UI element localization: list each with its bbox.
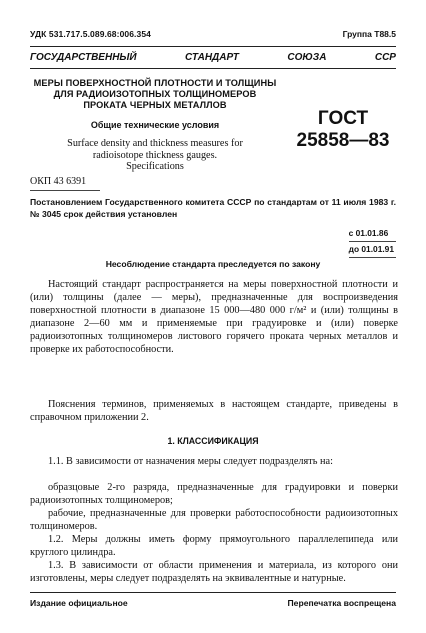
paragraph-1-3: 1.3. В зависимости от области применения и материала, из которого они изготовлены, меры следует подразделять на эквивалентные и натурные. <box>30 560 398 584</box>
group-code: Группа Т88.5 <box>342 29 396 39</box>
title-line: ДЛЯ РАДИОИЗОТОПНЫХ ТОЛЩИНОМЕРОВ <box>53 89 257 99</box>
noncompliance-notice: Несоблюдение стандарта преследуется по закону <box>105 259 321 269</box>
paragraph-terms: Пояснения терминов, применяемых в настоящем стандарте, приведены в справочном приложении 2. <box>30 399 398 423</box>
top-rule <box>30 46 396 47</box>
banner-word: ГОСУДАРСТВЕННЫЙ <box>30 52 137 63</box>
gost-number: 25858—83 <box>296 130 390 151</box>
okp-code: ОКП 43 6391 <box>30 176 87 187</box>
gost-designation <box>288 108 398 152</box>
footer-official-edition: Издание официальное <box>30 598 128 608</box>
english-title-line: Surface density and thickness measures for <box>67 138 243 149</box>
decree-text: Постановлением Государственного комитета СССР по стандартам от 11 июля 1983 г. № 3045 срок действия установлен <box>30 197 396 219</box>
banner-rule <box>30 68 396 69</box>
okp-underline <box>30 190 100 191</box>
paragraph-1-2: 1.2. Меры должны иметь форму прямоугольного параллелепипеда или круглого цилиндра. <box>30 534 398 558</box>
date-from: с 01.01.86 <box>349 226 396 242</box>
banner-word: СОЮЗА <box>287 52 327 63</box>
subtitle: Общие технические условия <box>90 120 220 130</box>
title-block <box>30 78 280 173</box>
banner-word: ССР <box>374 52 396 63</box>
standard-banner <box>30 52 396 63</box>
paragraph-scope: Настоящий стандарт распространяется на меры поверхностной плотности и (или) толщины (далее — меры), предназначенные для воспроизведения поверхностной плотности в диапазоне 15 000—480 000 г/м² и (или) толщины в диапазоне 2—60 мм и применяемые при градуировке и (или) поверке радиоизотопных толщиномеров листового горячего проката черных металлов и проверке их работоспособности. <box>30 279 398 355</box>
gost-label: ГОСТ <box>317 108 369 129</box>
footer-rule <box>30 592 396 593</box>
paragraph-1-1: 1.1. В зависимости от назначения меры следует подразделять на: <box>48 456 333 467</box>
date-to: до 01.01.91 <box>349 242 396 258</box>
title-line: МЕРЫ ПОВЕРХНОСТНОЙ ПЛОТНОСТИ И ТОЛЩИНЫ <box>33 78 277 88</box>
english-title-line: radioisotope thickness gauges. <box>92 149 218 161</box>
paragraph-list-item: рабочие, предназначенные для проверки работоспособности радиоизотопных толщиномеров. <box>30 508 398 532</box>
banner-word: СТАНДАРТ <box>185 52 239 63</box>
english-title <box>30 138 280 173</box>
paragraph-list-item: образцовые 2-го разряда, предназначенные для градуировки и поверки радиоизотопных толщиномеров; <box>30 482 398 506</box>
section-heading: 1. КЛАССИФИКАЦИЯ <box>167 436 259 446</box>
title-line: ПРОКАТА ЧЕРНЫХ МЕТАЛЛОВ <box>83 100 227 110</box>
validity-dates <box>349 226 396 258</box>
english-title-line: Specifications <box>126 161 184 172</box>
footer-reprint-prohibited: Перепечатка воспрещена <box>287 598 396 608</box>
udk-code: УДК 531.717.5.089.68:006.354 <box>30 29 151 39</box>
